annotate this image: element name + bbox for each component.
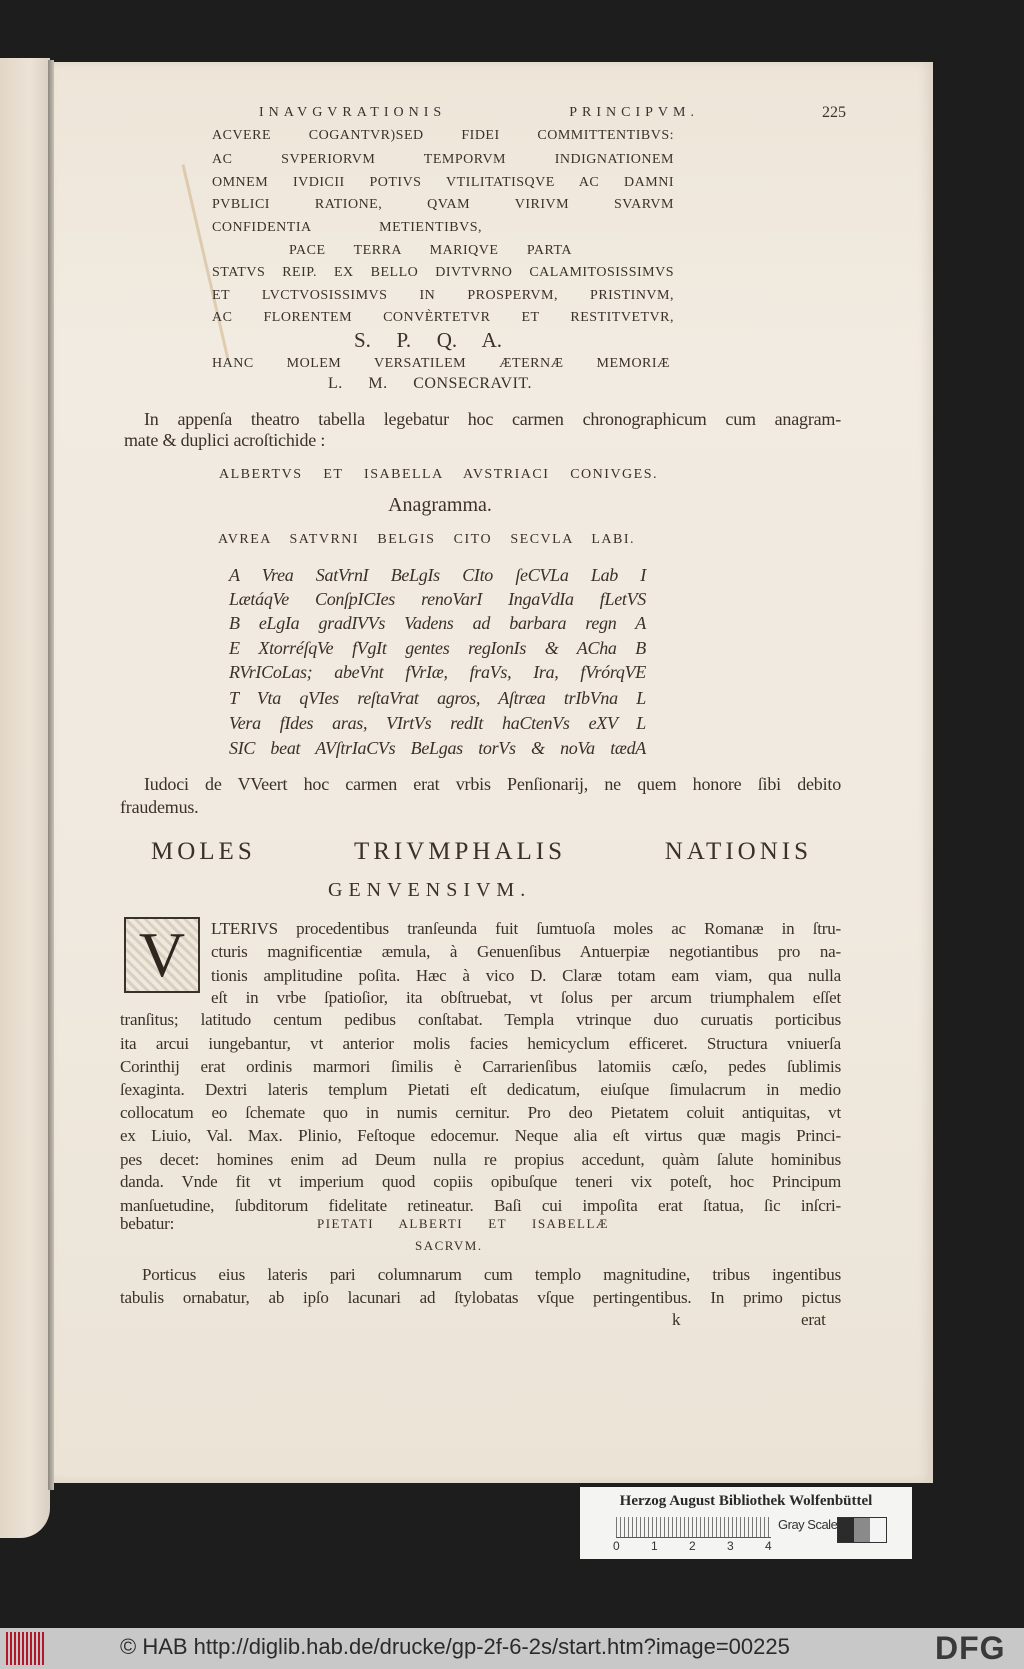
hab-logo-icon: [6, 1632, 46, 1665]
anagram-heading: Anagramma.: [388, 494, 492, 516]
running-head: INAVGVRATIONIS PRINCIPVM.: [259, 105, 699, 120]
body-line: cturis magnificentiæ æmula, à Genuenſibus Antuerpiæ negotiantibus pro na-: [211, 942, 841, 961]
body-line: collocatum eo ſchemate quo in numis cernitur. Pro deo Pietatem coluit antiquitas, vt: [120, 1103, 841, 1122]
ruler-number: 0: [613, 1539, 620, 1553]
gray-scale-swatch: [837, 1517, 887, 1543]
body-line: pes decet: homines enim ad Deum nulla re propius accedunt, quàm ſalute hominibus: [120, 1150, 841, 1169]
ruler-number: 4: [765, 1539, 772, 1553]
dedication-line: SACRVM.: [415, 1238, 483, 1253]
verse-line: B eLgIa gradIVVs Vadens ad barbara regn A: [229, 613, 646, 633]
verse-line: T Vta qVIes reſtaVrat agros, Aſtræa trIbVna L: [229, 688, 646, 708]
closing-line: Porticus eius lateris pari columnarum cum templo magnitudine, tribus ingentibus: [142, 1265, 841, 1284]
body-line: Corinthij erat ordinis marmori ſimilis è Carrarienſibus latomiis cæſo, pedes ſublimis: [120, 1057, 841, 1076]
dedication-line: PIETATI ALBERTI ET ISABELLÆ: [317, 1216, 609, 1231]
body-line: tionis amplitudine poſita. Hæc à vico D. Claræ totam eam viam, qua nulla: [211, 966, 841, 985]
inscription-line: STATVS REIP. EX BELLO DIVTVRNO CALAMITOSISSIMVS: [212, 265, 674, 280]
swatch-mid: [854, 1518, 870, 1542]
body-line: ex Liuio, Val. Max. Plinio, Feſtoque edocemur. Neque alia eſt virtus quæ magis Princi-: [120, 1126, 841, 1145]
library-name: Herzog August Bibliothek Wolfenbüttel: [619, 1493, 873, 1509]
ruler: [616, 1517, 771, 1538]
inscription-line: HANC MOLEM VERSATILEM ÆTERNÆ MEMORIÆ: [212, 356, 670, 371]
inscription-line: ACVERE COGANTVR)SED FIDEI COMMITTENTIBVS:: [212, 128, 674, 143]
verse-line: RVrICoLas; abeVnt fVrIæ, fraVs, Ira, fVrórqVE: [229, 662, 646, 682]
body-line: ſexaginta. Dextri lateris templum Pietati eſt dedicatum, eiuſque ſimulacrum in medio: [120, 1080, 841, 1099]
body-line: danda. Vnde fit vt imperium quod copiis opibuſque teneri vix poteſt, hoc Principum: [120, 1172, 841, 1191]
verse-line: A Vrea SatVrnI BeLgIs CIto ſeCVLa Lab I: [229, 565, 646, 585]
inscription-line: OMNEM IVDICII POTIVS VTILITATISQVE AC DAMNI: [212, 175, 674, 190]
section-title: MOLES TRIVMPHALIS NATIONIS: [151, 838, 812, 865]
verse-line: SIC beat AVſtrIaCVs BeLgas torVs & noVa tædA: [229, 738, 646, 758]
swatch-light: [870, 1518, 886, 1542]
body-line: LTERIVS procedentibus tranſeunda fuit ſumtuoſa moles ac Romanæ in ſtru-: [211, 919, 841, 938]
previous-page-edge: [0, 58, 50, 1538]
body-line: manſuetudine, ſubditorum fidelitate retineatur. Baſi cui impoſita erat ſtatua, ſic inſcri-: [120, 1196, 841, 1215]
verse-line: LætáqVe ConſpICIes renoVarI IngaVdIa fLetVS: [229, 589, 646, 609]
signature-mark: k: [672, 1310, 681, 1329]
paragraph-line: mate & duplici acroſtichide :: [124, 430, 326, 450]
footer-bar: [0, 1628, 1024, 1669]
verse-line: E XtorréſqVe fVgIt gentes regIonIs & ACha B: [229, 638, 646, 658]
inscription-line: AC FLORENTEM CONVÈRTETVR ET RESTITVETVR,: [212, 310, 674, 325]
ruler-number: 2: [689, 1539, 696, 1553]
library-scale-label: [580, 1487, 912, 1559]
decorated-initial: V: [124, 917, 200, 993]
section-subtitle: GENVENSIVM.: [328, 879, 532, 901]
author-note-line: fraudemus.: [120, 797, 199, 817]
inscription-line: ET LVCTVOSISSIMVS IN PROSPERVM, PRISTINVM,: [212, 288, 674, 303]
body-line: eſt in vrbe ſpatioſior, ita obſtruebat, vt ſolus per arcum triumphalem eſſet: [211, 988, 841, 1007]
verse-line: Vera fIdes aras, VIrtVs redIt haCtenVs eXV L: [229, 713, 646, 733]
inscription-line: PACE TERRA MARIQVE PARTA: [289, 243, 572, 258]
paragraph-line: In appenſa theatro tabella legebatur hoc carmen chronographicum cum anagram-: [144, 409, 841, 429]
anagram-text: AVREA SATVRNI BELGIS CITO SECVLA LABI.: [218, 532, 635, 547]
page-number: 225: [822, 104, 846, 121]
inscription-line: CONFIDENTIA METIENTIBVS,: [212, 220, 482, 235]
body-line: tranſitus; latitudo centum pedibus conſtabat. Templa vtrinque duo curuatis porticibus: [120, 1010, 841, 1029]
body-line: bebatur:: [120, 1214, 175, 1233]
gray-scale-label: Gray Scale: [778, 1517, 838, 1532]
inscription-line: PVBLICI RATIONE, QVAM VIRIVM SVARVM: [212, 197, 674, 212]
inscription-spqa: S. P. Q. A.: [354, 328, 502, 352]
ruler-number: 3: [727, 1539, 734, 1553]
body-line: ita arcui iungebantur, vt anterior molis facies hemicyclum efficeret. Structura vniuerſa: [120, 1034, 841, 1053]
inscription-line: L. M. CONSECRAVIT.: [328, 375, 532, 392]
closing-line: tabulis ornabatur, ab ipſo lacunari ad ſtylobatas vſque pertingentibus. In primo pictus: [120, 1288, 841, 1307]
ruler-number: 1: [651, 1539, 658, 1553]
inscription-line: AC SVPERIORVM TEMPORVM INDIGNATIONEM: [212, 152, 674, 167]
swatch-dark: [838, 1518, 854, 1542]
anagram-title: ALBERTVS ET ISABELLA AVSTRIACI CONIVGES.: [219, 467, 658, 482]
dfg-logo: DFG: [935, 1630, 1006, 1666]
copyright-link[interactable]: © HAB http://diglib.hab.de/drucke/gp-2f-6-2s/start.htm?image=00225: [120, 1634, 790, 1659]
catchword: erat: [801, 1310, 826, 1329]
author-note-line: Iudoci de VVeert hoc carmen erat vrbis Penſionarij, ne quem honore ſibi debito: [144, 774, 841, 794]
ruler-numbers: [613, 1539, 803, 1553]
